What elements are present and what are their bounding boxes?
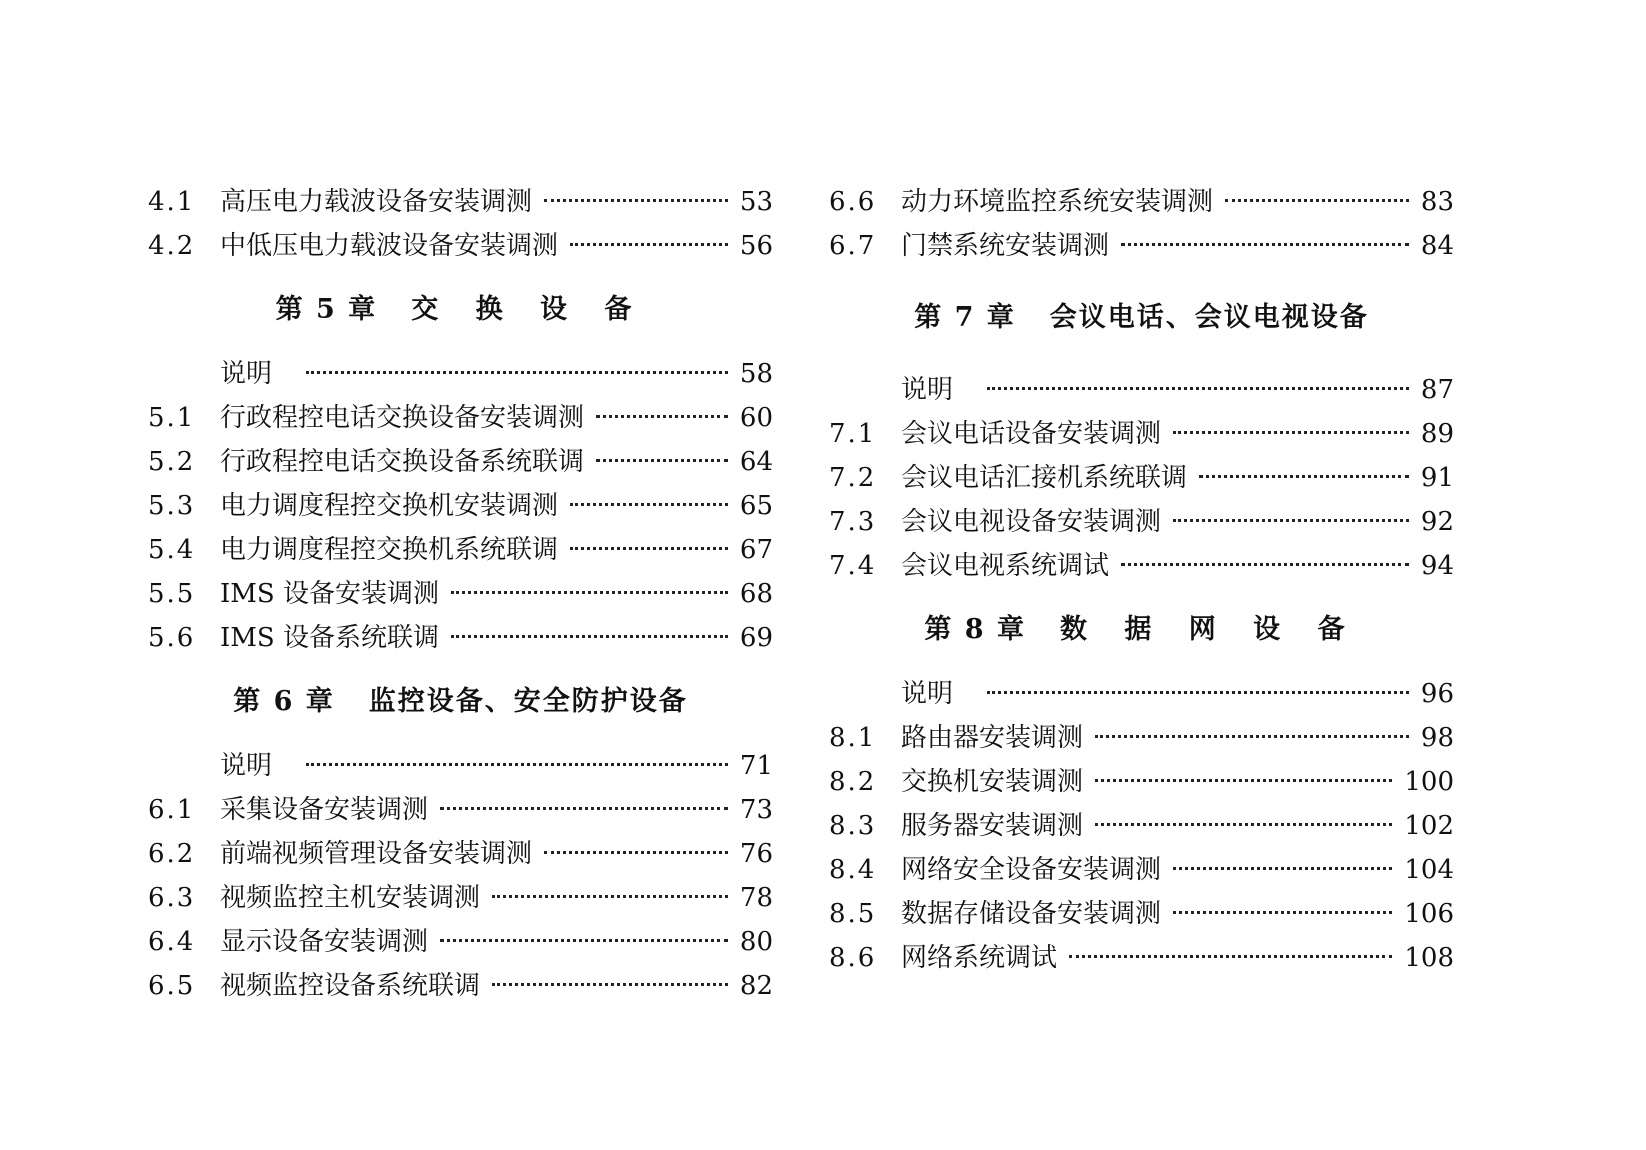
section-number: 5.2 (148, 447, 196, 477)
section-number: 4.2 (148, 231, 196, 261)
section-number: 6.5 (148, 971, 196, 1001)
section-number: 8.1 (829, 723, 877, 753)
section-title: 说明 (220, 359, 273, 389)
page-number: 60 (739, 403, 773, 433)
toc-entry-8-5[interactable] (829, 892, 1454, 936)
toc-entry-4-1[interactable] (148, 180, 773, 224)
dot-leader (1225, 199, 1409, 202)
section-number: 5.4 (148, 535, 196, 565)
chapter-label: 第 7 章 (914, 302, 1016, 333)
section-number: 8.6 (829, 943, 877, 973)
page-number: 102 (1404, 811, 1454, 841)
dot-leader (1121, 563, 1409, 566)
toc-entry-7-4[interactable] (829, 544, 1454, 588)
toc-entry-5-2[interactable] (148, 440, 773, 484)
page-number: 58 (739, 359, 773, 389)
section-title: 路由器安装调测 (901, 723, 1084, 753)
dot-leader (492, 895, 728, 898)
dot-leader (1199, 475, 1409, 478)
page-number: 94 (1420, 551, 1454, 581)
page-number: 83 (1420, 187, 1454, 217)
toc-entry-8-1[interactable] (829, 716, 1454, 760)
section-title: 显示设备安装调测 (220, 927, 429, 957)
section-number: 8.2 (829, 767, 877, 797)
section-title: 行政程控电话交换设备安装调测 (220, 403, 585, 433)
dot-leader (1173, 911, 1392, 914)
section-title: 说明 (901, 679, 954, 709)
page-number: 80 (739, 927, 773, 957)
section-title: 前端视频管理设备安装调测 (220, 839, 533, 869)
toc-entry-5-6[interactable] (148, 616, 773, 660)
page-number: 65 (739, 491, 773, 521)
dot-leader (451, 635, 728, 638)
toc-entry-8-3[interactable] (829, 804, 1454, 848)
chapter-8-heading (829, 588, 1454, 672)
dot-leader (596, 415, 728, 418)
dot-leader (1173, 867, 1392, 870)
section-number: 8.3 (829, 811, 877, 841)
page-number: 67 (739, 535, 773, 565)
section-title: 会议电视设备安装调测 (901, 507, 1162, 537)
dot-leader (1069, 955, 1392, 958)
dot-leader (570, 547, 728, 550)
section-number: 5.6 (148, 623, 196, 653)
dot-leader (306, 371, 728, 374)
section-title: 电力调度程控交换机系统联调 (220, 535, 559, 565)
chapter-label: 第 5 章 (275, 294, 378, 325)
page-number: 92 (1420, 507, 1454, 537)
section-number: 7.1 (829, 419, 877, 449)
chapter-title: 交 换 设 备 (411, 294, 646, 325)
toc-entry-5-1[interactable] (148, 396, 773, 440)
dot-leader (987, 691, 1409, 694)
section-number: 7.4 (829, 551, 877, 581)
dot-leader (987, 387, 1409, 390)
page-number: 78 (739, 883, 773, 913)
page-number: 76 (739, 839, 773, 869)
section-title: 采集设备安装调测 (220, 795, 429, 825)
section-title: 网络安全设备安装调测 (901, 855, 1162, 885)
toc-entry-ch6-intro[interactable] (148, 744, 773, 788)
toc-entry-5-3[interactable] (148, 484, 773, 528)
toc-right-column (829, 180, 1454, 980)
section-number: 8.5 (829, 899, 877, 929)
toc-entry-ch8-intro[interactable] (829, 672, 1454, 716)
section-title: 视频监控主机安装调测 (220, 883, 481, 913)
page-number: 82 (739, 971, 773, 1001)
chapter-label: 第 6 章 (233, 686, 335, 717)
section-title: 网络系统调试 (901, 943, 1058, 973)
section-title: 中低压电力载波设备安装调测 (220, 231, 559, 261)
page-number: 56 (739, 231, 773, 261)
section-title: 交换机安装调测 (901, 767, 1084, 797)
page-number: 104 (1404, 855, 1454, 885)
toc-entry-6-1[interactable] (148, 788, 773, 832)
toc-entry-7-2[interactable] (829, 456, 1454, 500)
section-number: 4.1 (148, 187, 196, 217)
section-number: 6.3 (148, 883, 196, 913)
toc-entry-7-1[interactable] (829, 412, 1454, 456)
dot-leader (1095, 779, 1392, 782)
chapter-title: 监控设备、安全防护设备 (368, 686, 688, 717)
section-title: 服务器安装调测 (901, 811, 1084, 841)
section-number: 6.7 (829, 231, 877, 261)
toc-entry-ch7-intro[interactable] (829, 368, 1454, 412)
page-number: 87 (1420, 375, 1454, 405)
chapter-label: 第 8 章 (924, 614, 1026, 645)
page-number: 100 (1404, 767, 1454, 797)
section-number: 6.4 (148, 927, 196, 957)
dot-leader (570, 503, 728, 506)
section-title: 说明 (901, 375, 954, 405)
section-title: 高压电力载波设备安装调测 (220, 187, 533, 217)
dot-leader (440, 939, 728, 942)
section-title: 会议电话汇接机系统联调 (901, 463, 1188, 493)
chapter-6-heading (148, 660, 773, 744)
dot-leader (1173, 431, 1409, 434)
chapter-title: 会议电话、会议电视设备 (1049, 302, 1369, 333)
section-number: 6.1 (148, 795, 196, 825)
section-number: 7.2 (829, 463, 877, 493)
section-number: 5.1 (148, 403, 196, 433)
dot-leader (1095, 823, 1392, 826)
toc-entry-8-4[interactable] (829, 848, 1454, 892)
toc-entry-5-5[interactable] (148, 572, 773, 616)
toc-left-column (148, 180, 773, 1008)
page-number: 108 (1404, 943, 1454, 973)
toc-entry-8-6[interactable] (829, 936, 1454, 980)
toc-entry-6-7[interactable] (829, 224, 1454, 268)
section-title: 电力调度程控交换机安装调测 (220, 491, 559, 521)
page-number: 64 (739, 447, 773, 477)
section-title: 会议电话设备安装调测 (901, 419, 1162, 449)
page-number: 98 (1420, 723, 1454, 753)
section-number: 7.3 (829, 507, 877, 537)
dot-leader (596, 459, 728, 462)
page-number: 69 (739, 623, 773, 653)
toc-entry-6-6[interactable] (829, 180, 1454, 224)
page-number: 106 (1404, 899, 1454, 929)
section-title: 数据存储设备安装调测 (901, 899, 1162, 929)
section-number: 5.5 (148, 579, 196, 609)
section-number: 6.2 (148, 839, 196, 869)
section-number: 5.3 (148, 491, 196, 521)
toc-entry-4-2[interactable] (148, 224, 773, 268)
toc-entry-ch5-intro[interactable] (148, 352, 773, 396)
dot-leader (570, 243, 728, 246)
section-number: 6.6 (829, 187, 877, 217)
dot-leader (1095, 735, 1409, 738)
page-number: 96 (1420, 679, 1454, 709)
page-number: 84 (1420, 231, 1454, 261)
page-number: 68 (739, 579, 773, 609)
dot-leader (451, 591, 728, 594)
section-title: 门禁系统安装调测 (901, 231, 1110, 261)
dot-leader (440, 807, 728, 810)
page-number: 53 (739, 187, 773, 217)
section-title: IMS 设备安装调测 (220, 579, 439, 609)
toc-entry-7-3[interactable] (829, 500, 1454, 544)
toc-entry-5-4[interactable] (148, 528, 773, 572)
page-number: 89 (1420, 419, 1454, 449)
dot-leader (306, 763, 728, 766)
section-title: 视频监控设备系统联调 (220, 971, 481, 1001)
section-title: 行政程控电话交换设备系统联调 (220, 447, 585, 477)
section-title: 动力环境监控系统安装调测 (901, 187, 1214, 217)
toc-entry-6-4[interactable] (148, 920, 773, 964)
dot-leader (544, 199, 728, 202)
chapter-title: 数 据 网 设 备 (1059, 614, 1359, 645)
chapter-7-heading (829, 268, 1454, 368)
page-number: 91 (1420, 463, 1454, 493)
section-title: IMS 设备系统联调 (220, 623, 439, 653)
dot-leader (1173, 519, 1409, 522)
toc-entry-6-2[interactable] (148, 832, 773, 876)
page-number: 71 (739, 751, 773, 781)
page-number: 73 (739, 795, 773, 825)
dot-leader (544, 851, 728, 854)
section-number: 8.4 (829, 855, 877, 885)
dot-leader (1121, 243, 1409, 246)
dot-leader (492, 983, 728, 986)
toc-entry-6-5[interactable] (148, 964, 773, 1008)
chapter-5-heading (148, 268, 773, 352)
section-title: 会议电视系统调试 (901, 551, 1110, 581)
section-title: 说明 (220, 751, 273, 781)
toc-entry-8-2[interactable] (829, 760, 1454, 804)
toc-entry-6-3[interactable] (148, 876, 773, 920)
